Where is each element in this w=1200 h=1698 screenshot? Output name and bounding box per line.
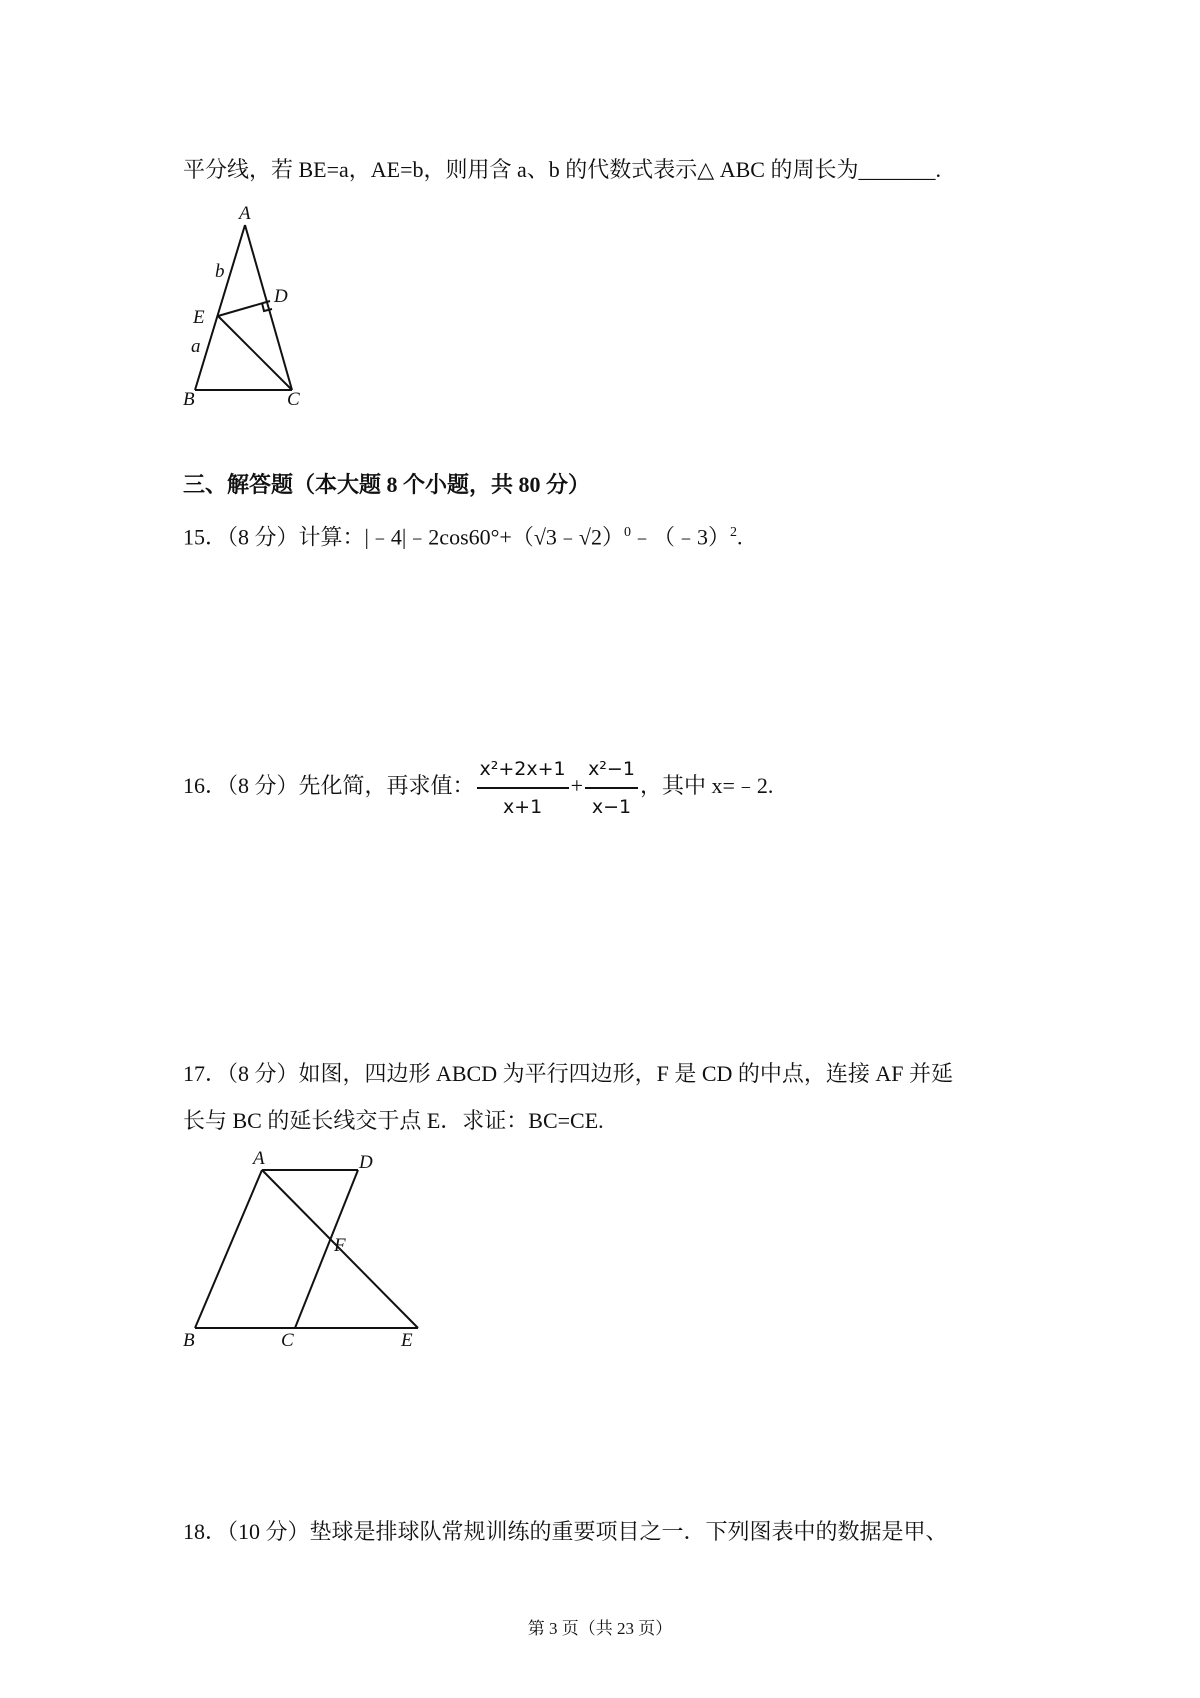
q15-exponent-0: 0 bbox=[624, 525, 631, 540]
fig1-label-c: C bbox=[287, 389, 300, 405]
fig1-label-d: D bbox=[274, 286, 288, 307]
fig1-label-b-vertex: B bbox=[183, 389, 195, 405]
fig1-label-a-vertex: A bbox=[239, 205, 251, 224]
fig2-label-c: C bbox=[281, 1330, 294, 1348]
q17-line-2: 长与 BC 的延长线交于点 E．求证：BC=CE. bbox=[183, 1108, 604, 1133]
q16-plus: + bbox=[570, 773, 584, 799]
q16-fraction-1 bbox=[477, 754, 569, 822]
q15-mid: ﹣（﹣3） bbox=[631, 524, 731, 550]
fig1-label-e: E bbox=[193, 307, 205, 328]
q18-line-1: 18．（10 分）垫球是排球队常规训练的重要项目之一．下列图表中的数据是甲、 bbox=[183, 1519, 948, 1544]
q16-fraction-1-denominator: x+1 bbox=[502, 796, 543, 818]
section-heading: 三、解答题（本大题 8 个小题，共 80 分） bbox=[183, 472, 591, 497]
q17-line-1: 17．（8 分）如图，四边形 ABCD 为平行四边形，F 是 CD 的中点，连接 AF 并延 bbox=[183, 1061, 954, 1086]
fig2-label-e: E bbox=[401, 1330, 413, 1348]
fig1-label-b-side: b bbox=[215, 261, 225, 282]
parallelogram-figure bbox=[175, 1148, 435, 1348]
fig2-label-a: A bbox=[253, 1148, 265, 1169]
fig1-label-a-side: a bbox=[191, 336, 201, 357]
q16-prefix: 16．（8 分）先化简，再求值： bbox=[183, 773, 475, 799]
fig2-label-f: F bbox=[334, 1235, 346, 1256]
q16-fraction-1-numerator: x²+2x+1 bbox=[477, 754, 569, 789]
page-footer: 第 3 页（共 23 页） bbox=[527, 1619, 673, 1638]
question-16 bbox=[183, 754, 773, 822]
q16-fraction-2-denominator: x−1 bbox=[591, 796, 632, 818]
q16-suffix: ，其中 x=﹣2. bbox=[639, 773, 774, 799]
q14-tail-text: 平分线，若 BE=a，AE=b，则用含 a、b 的代数式表示△ ABC 的周长为_______. bbox=[183, 157, 941, 182]
triangle-figure bbox=[175, 205, 315, 405]
q15-end: . bbox=[737, 524, 743, 550]
q16-fraction-2 bbox=[585, 754, 638, 822]
q16-fraction-2-numerator: x²−1 bbox=[585, 754, 638, 789]
fig2-label-b: B bbox=[183, 1330, 195, 1348]
fig2-label-d: D bbox=[359, 1152, 373, 1173]
question-15 bbox=[183, 518, 743, 552]
q15-exponent-2: 2 bbox=[730, 525, 738, 540]
q15-prefix: 15．（8 分）计算：|﹣4|﹣2cos60°+（√3﹣√2） bbox=[183, 524, 624, 550]
